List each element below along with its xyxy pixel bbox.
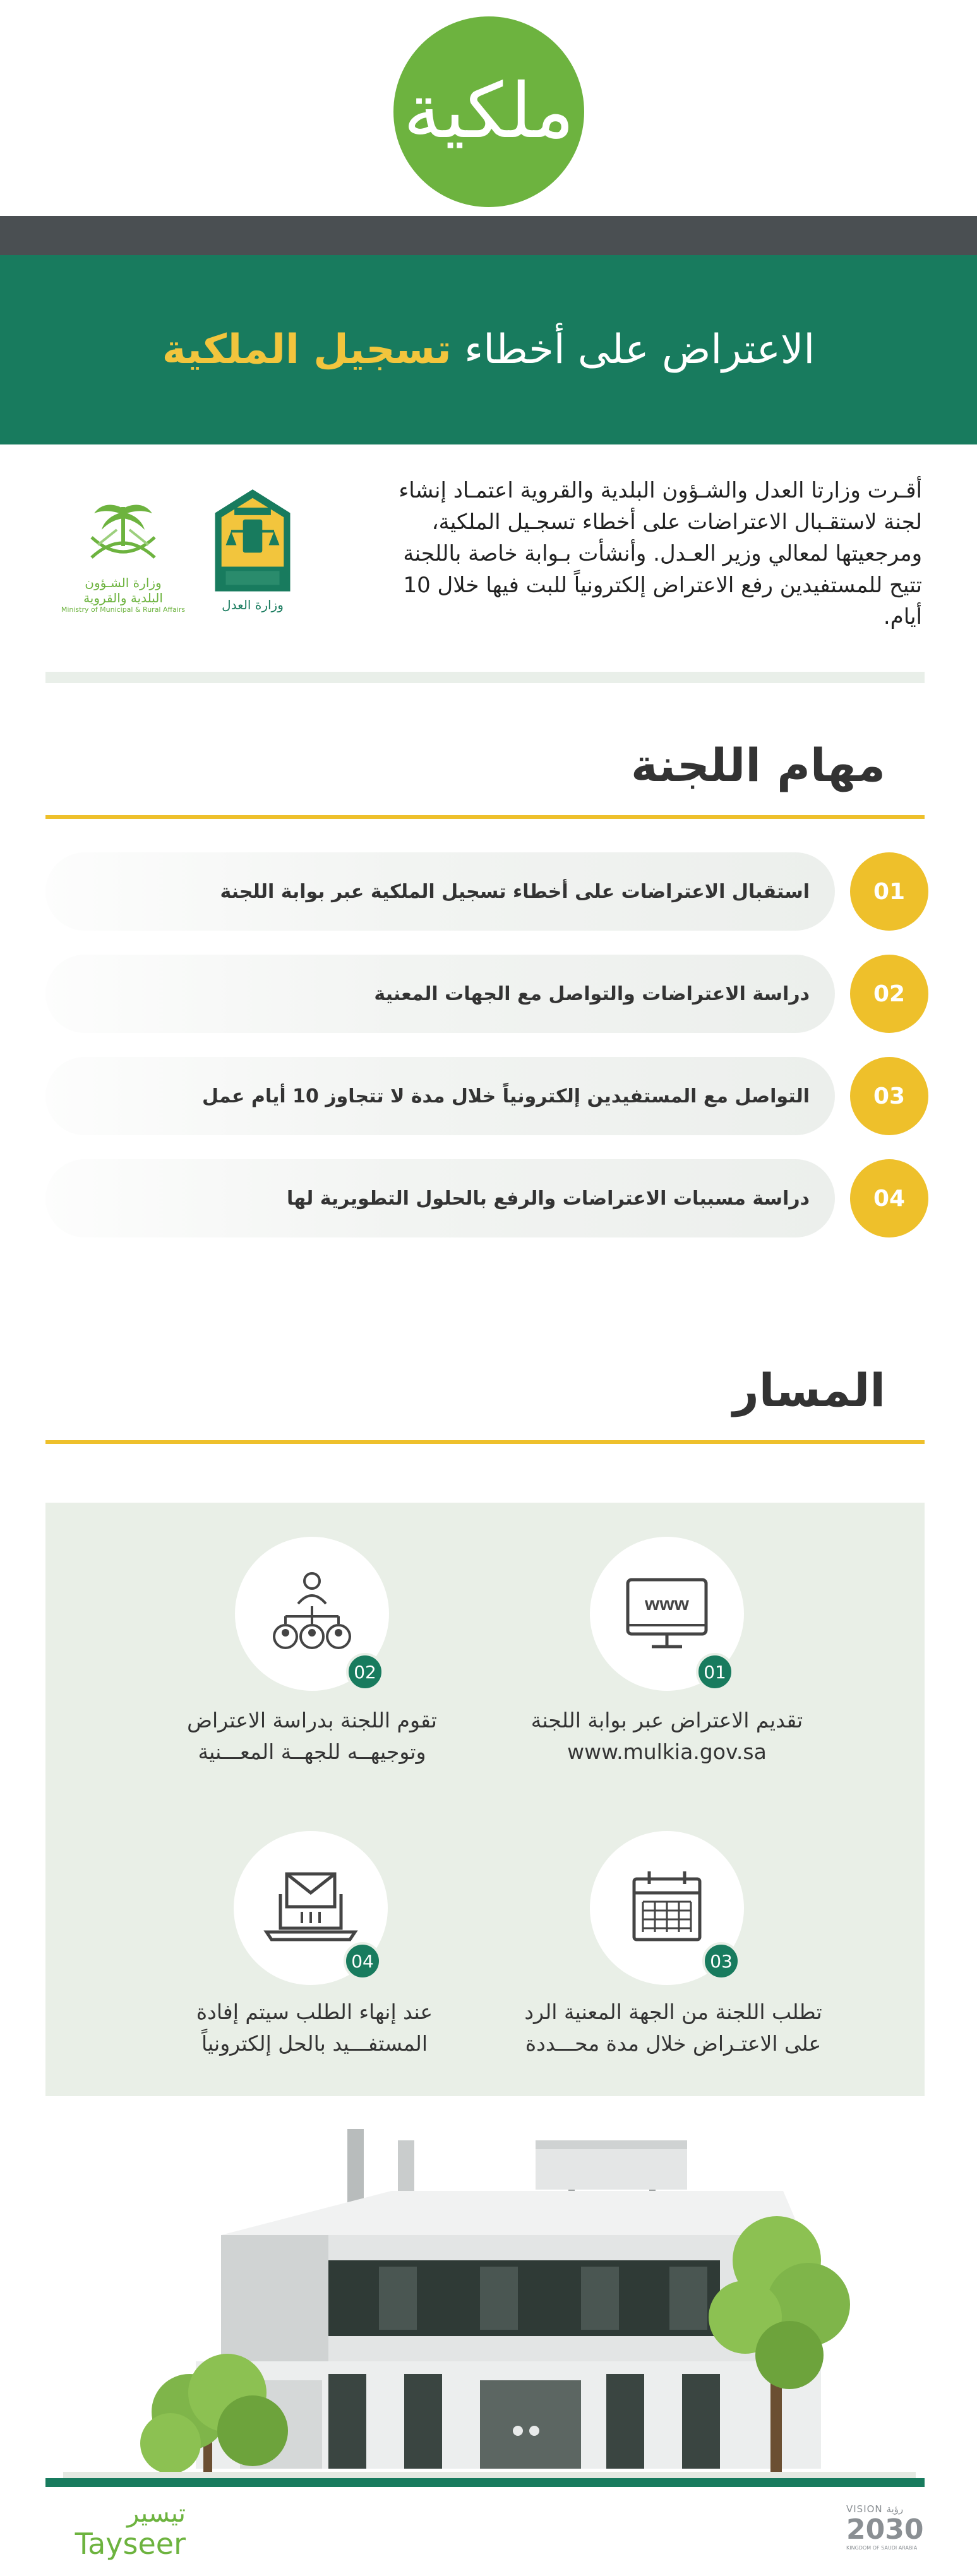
section-divider — [45, 672, 925, 683]
task-number-badge: 03 — [850, 1057, 928, 1135]
step-line: على الاعتـراض خلال مدة محـــددة — [525, 2031, 822, 2056]
tayseer-logo-ar: تيسير — [126, 2499, 186, 2528]
step-line: عند إنهاء الطلب سيتم إفادة — [196, 2000, 433, 2024]
step-number-badge: 04 — [344, 1942, 381, 1980]
palm-swords-icon — [73, 496, 174, 571]
step-number-badge: 03 — [702, 1942, 740, 1980]
page-title — [162, 326, 815, 373]
step-number-badge: 02 — [346, 1653, 384, 1691]
header-banner — [0, 255, 977, 444]
task-number-badge: 01 — [850, 852, 928, 931]
tayseer-logo — [47, 2499, 186, 2562]
task-row — [45, 1057, 835, 1135]
vision-logo-sub: KINGDOM OF SAUDI ARABIA — [846, 2545, 918, 2551]
header-top-bar — [0, 216, 977, 255]
logo-text: ملكية — [403, 68, 575, 155]
momra-logo-name-line2: البلدية والقروية — [83, 590, 163, 605]
ministry-of-justice-logo — [199, 486, 306, 612]
tasks-section-title: مهام اللجنة — [630, 739, 885, 792]
step-line: وتوجيهــه للجهــة المعـــنية — [198, 1739, 426, 1764]
path-section-title: المسار — [733, 1364, 885, 1417]
step-description — [490, 1996, 856, 2060]
moj-emblem-icon — [202, 486, 303, 593]
www-icon-label: www — [644, 1594, 690, 1614]
page-title-part: الاعتراض على أخطاء — [451, 326, 815, 373]
step-line: تقوم اللجنة بدراسة الاعتراض — [187, 1708, 437, 1732]
step-line: تقديم الاعتراض عبر بوابة اللجنة — [530, 1708, 803, 1732]
task-number-badge: 02 — [850, 955, 928, 1033]
vision-logo-year: 2030 — [846, 2513, 924, 2546]
footer-line — [45, 2478, 925, 2487]
intro-paragraph: أقـرت وزارتا العدل والشـؤون البلدية والقروية اعتمـاد إنشاء لجنة لاستقـبال الاعتراضات على أخطاء تسجـيل الملكية، ومرجعيتها لمعالي وزير العـدل. وأنشأت بـوابة خاصة باللجنة تتيح للمستفيدين رفع الاعتراض إلكترونياً للبت فيها خلال 10 أيام. — [399, 478, 922, 629]
tayseer-logo-en: Tayseer — [75, 2527, 186, 2561]
vision-logo-label: VISION رؤية — [846, 2503, 904, 2515]
path-title-underline — [45, 1440, 925, 1444]
tasks-title-underline — [45, 815, 925, 819]
page-title-highlight: تسجيل الملكية — [162, 326, 452, 373]
step-description — [131, 1996, 498, 2060]
task-row — [45, 1159, 835, 1237]
task-text: التواصل مع المستفيدين إلكترونياً خلال مدة لا تتجاوز 10 أيام عمل — [202, 1085, 810, 1107]
step-link: www.mulkia.gov.sa — [567, 1739, 767, 1764]
task-row — [45, 852, 835, 931]
building-illustration — [0, 2115, 977, 2481]
moj-logo-name: وزارة العدل — [222, 597, 284, 612]
task-text: استقبال الاعتراضات على أخطاء تسجيل الملكية عبر بوابة اللجنة — [220, 880, 810, 903]
ministry-of-municipal-affairs-logo — [61, 496, 186, 622]
step-number-badge: 01 — [696, 1653, 734, 1691]
momra-logo-name-line1: وزارة الشـؤون — [85, 575, 162, 590]
step-line: تطلب اللجنة من الجهة المعنية الرد — [524, 2000, 822, 2024]
step-description — [135, 1705, 489, 1768]
step-description — [484, 1705, 850, 1768]
momra-logo-name-en: Ministry of Municipal & Rural Affairs — [61, 605, 186, 614]
task-number-badge: 04 — [850, 1159, 928, 1237]
task-text: دراسة مسببات الاعتراضات والرفع بالحلول التطويرية لها — [286, 1187, 810, 1210]
vision-2030-logo — [846, 2503, 928, 2560]
task-row — [45, 955, 835, 1033]
step-line: المستفـــيد بالحل إلكترونياً — [201, 2031, 428, 2056]
task-text: دراسة الاعتراضات والتواصل مع الجهات المعنية — [374, 982, 810, 1005]
mulkia-logo — [393, 16, 584, 207]
